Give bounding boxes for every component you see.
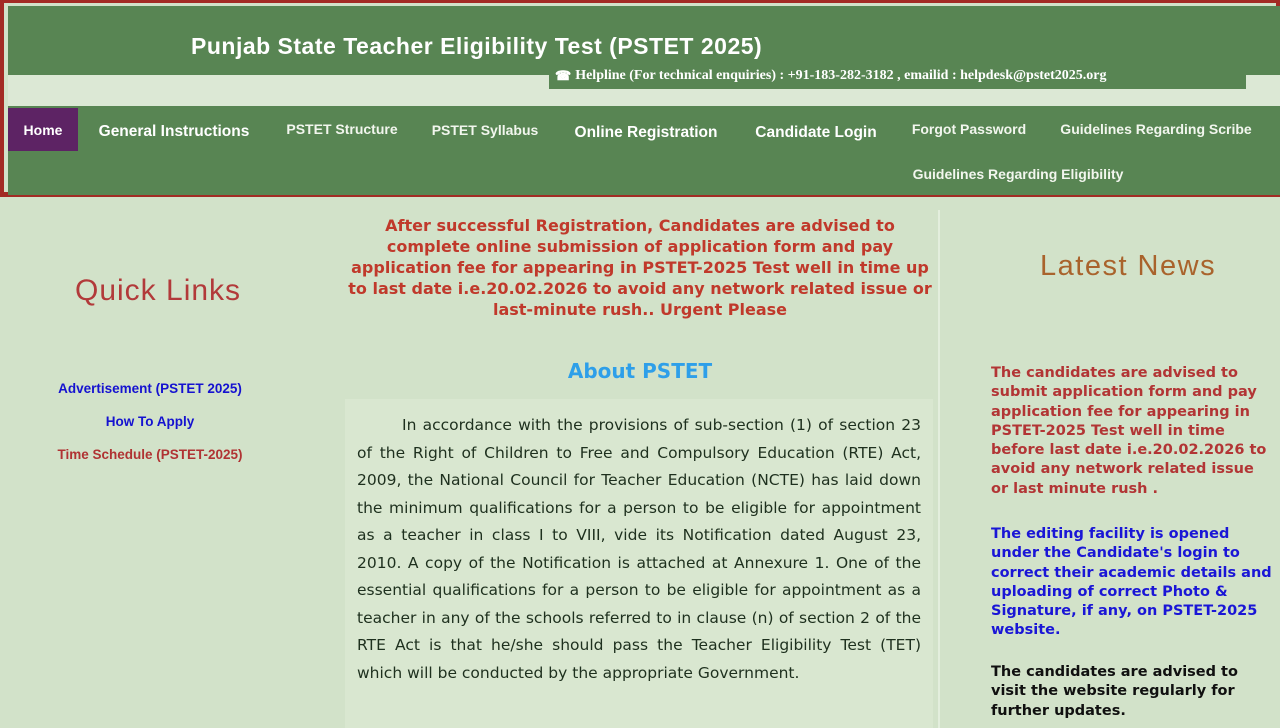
column-divider <box>938 210 940 728</box>
site-title: Punjab State Teacher Eligibility Test (PSTET 2025) <box>191 33 763 59</box>
about-pstet-paragraph: In accordance with the provisions of sub-section (1) of section 23 of the Right of Children to Free and Compulsory Education (RTE) Act, 2009, the National Council for Teacher Education (NCTE) has laid down the minimum qualifications for a person to be eligible for appointment as a teacher in class I to VIII, vide its Notification dated August 23, 2010. A copy of the Notification is attached at Annexure 1. One of the essential qualifications for a person to be eligible for appointment as a teacher in any of the schools referred to in clause (n) of section 2 of the RTE Act is that he/she should pass the Teacher Eligibility Test (TET) which will be conducted by the appropriate Government. <box>357 416 921 682</box>
news-item-visit-website: The candidates are advised to visit the website regularly for further updates. <box>991 664 1238 719</box>
nav-item-forgot-password[interactable]: Forgot Password <box>911 121 1027 137</box>
news-item-fee-submission: The candidates are advised to submit application form and pay application fee for appearing in PSTET-2025 Test well in time before last date i.e.20.02.2026 to avoid any network related issue or last minute rush . <box>991 365 1267 497</box>
registration-notice: After successful Registration, Candidates are advised to complete online submission of application form and pay application fee for appearing in PSTET-2025 Test well in time up to last date i.e.20.02.2026 to avoid any network related issue or last-minute rush.. Urgent Please <box>348 216 932 319</box>
nav-item-home[interactable]: Home <box>8 108 78 151</box>
link-how-to-apply[interactable]: How To Apply <box>105 414 195 429</box>
helpline-text: Helpline (For technical enquiries) : +91-183-282-3182 , emailid : helpdesk@pstet2025.org <box>575 67 1107 83</box>
nav-item-candidate-login[interactable]: Candidate Login <box>755 124 877 141</box>
link-time-schedule[interactable]: Time Schedule (PSTET-2025) <box>57 447 243 462</box>
about-pstet-box <box>345 399 933 728</box>
nav-item-pstet-structure[interactable]: PSTET Structure <box>286 121 398 137</box>
about-pstet-heading: About PSTET <box>567 359 713 383</box>
phone-icon: ☎ <box>555 67 572 83</box>
nav-item-guidelines-regarding-scribe[interactable]: Guidelines Regarding Scribe <box>1060 121 1252 137</box>
helpline-bar <box>549 62 1246 89</box>
latest-news-heading: Latest News <box>1040 250 1217 282</box>
nav-item-guidelines-regarding-eligibility[interactable]: Guidelines Regarding Eligibility <box>912 166 1124 182</box>
nav-item-online-registration[interactable]: Online Registration <box>574 124 718 141</box>
nav-item-pstet-syllabus[interactable]: PSTET Syllabus <box>431 122 539 138</box>
nav-item-general-instructions[interactable]: General Instructions <box>98 123 250 140</box>
link-advertisement-pstet-2025[interactable]: Advertisement (PSTET 2025) <box>58 381 242 396</box>
header <box>0 0 1280 197</box>
quick-links-heading: Quick Links <box>75 274 242 307</box>
news-item-editing-facility: The editing facility is opened under the Candidate's login to correct their academic details and uploading of correct Photo & Signature, if any, on PSTET-2025 website. <box>991 526 1272 639</box>
